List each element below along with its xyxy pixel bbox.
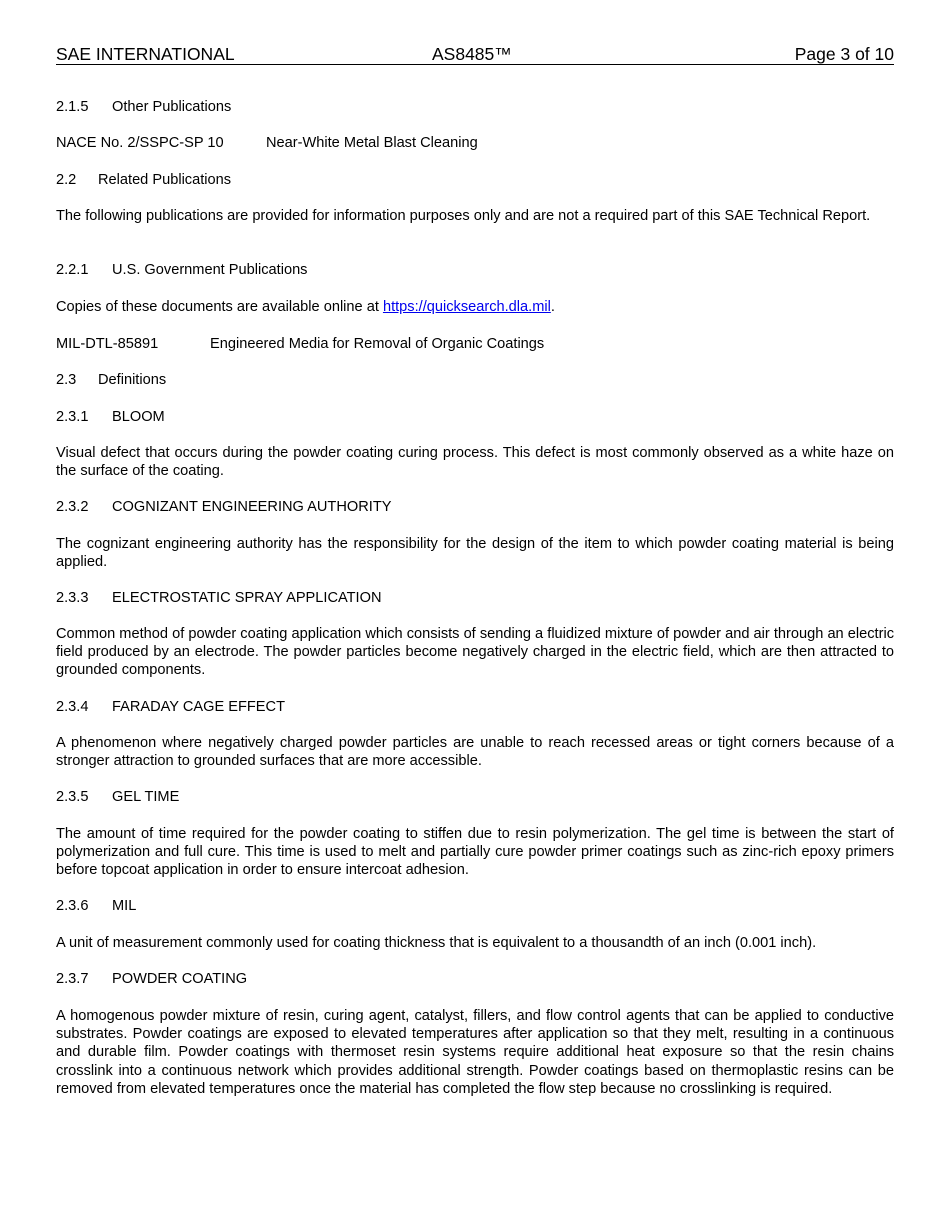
- section-number: 2.3.7: [56, 971, 89, 987]
- section-number: 2.1.5: [56, 99, 89, 115]
- paragraph-cognizant-engineering-authority: The cognizant engineering authority has the responsibility for the design of the item to which powder coating material is being applied.: [56, 536, 894, 571]
- section-number: 2.3.3: [56, 590, 89, 606]
- section-number: 2.3.5: [56, 789, 89, 805]
- quicksearch-link[interactable]: https://quicksearch.dla.mil: [382, 299, 551, 315]
- section-title: Related Publications: [98, 172, 232, 188]
- section-number: 2.2: [56, 172, 77, 188]
- reference-title: Near-White Metal Blast Cleaning: [266, 135, 478, 151]
- paragraph-mil: A unit of measurement commonly used for coating thickness that is equivalent to a thousandth of an inch (0.001 inch).: [56, 935, 817, 951]
- section-heading-2-3-5: [56, 788, 179, 806]
- section-title: GEL TIME: [112, 789, 180, 805]
- section-title: U.S. Government Publications: [112, 262, 308, 278]
- section-title: MIL: [112, 898, 137, 914]
- section-title: ELECTROSTATIC SPRAY APPLICATION: [112, 590, 382, 606]
- paragraph-bloom: Visual defect that occurs during the powder coating curing process. This defect is most commonly observed as a white haze on the surface of the coating.: [56, 445, 894, 480]
- section-heading-2-3-7: [56, 970, 247, 988]
- section-heading-2-3-1: [56, 408, 165, 426]
- header-org: SAE INTERNATIONAL: [56, 44, 235, 64]
- section-heading-2-2: [56, 171, 231, 189]
- page-header: [56, 44, 894, 65]
- reference-nace: [56, 134, 894, 152]
- paragraph-related-publications: The following publications are provided for information purposes only and are not a required part of this SAE Technical Report.: [56, 208, 871, 224]
- paragraph-powder-coating: A homogenous powder mixture of resin, curing agent, catalyst, fillers, and flow control agents that can be applied to conductive substrates. Powder coatings are exposed to elevated temperatures after application so that they melt, resulting in a continuous and durable film. Powder coatings with thermoset resin systems require additional heat exposure so that the resin chains crosslink into a continuous network which provides additional strength. Powder coatings based on thermoplastic resins can be removed from elevated temperatures once the material has completed the flow step because no crosslinking is required.: [56, 1008, 894, 1097]
- section-heading-2-3: [56, 371, 166, 389]
- header-page-number: Page 3 of 10: [794, 44, 894, 64]
- section-number: 2.3: [56, 372, 77, 388]
- paragraph-text: Copies of these documents are available online at: [56, 299, 383, 315]
- section-number: 2.3.1: [56, 409, 89, 425]
- section-heading-2-2-1: [56, 261, 307, 279]
- reference-code: MIL-DTL-85891: [56, 336, 159, 352]
- section-number: 2.3.2: [56, 499, 89, 515]
- reference-code: NACE No. 2/SSPC-SP 10: [56, 135, 224, 151]
- paragraph-gel-time: The amount of time required for the powder coating to stiffen due to resin polymerization. The gel time is between the start of polymerization and full cure. This time is used to melt and partially cure powder primer coatings such as zinc-rich epoxy primers before topcoat application in order to ensure intercoat adhesion.: [56, 826, 894, 879]
- section-title: Other Publications: [112, 99, 232, 115]
- section-title: Definitions: [98, 372, 167, 388]
- header-doc-id: AS8485™: [432, 44, 512, 64]
- paragraph-electrostatic-spray: Common method of powder coating application which consists of sending a fluidized mixture of powder and air through an electric field produced by an electrode. The powder particles become negatively charged in the electric field, which are then attracted to grounded components.: [56, 626, 894, 679]
- section-title: BLOOM: [112, 409, 165, 425]
- section-heading-2-3-6: [56, 897, 136, 915]
- reference-mil-dtl: [56, 335, 894, 353]
- section-number: 2.3.4: [56, 699, 89, 715]
- section-number: 2.3.6: [56, 898, 89, 914]
- paragraph-government-publications: [56, 298, 555, 316]
- section-number: 2.2.1: [56, 262, 89, 278]
- section-title: POWDER COATING: [112, 971, 248, 987]
- section-heading-2-1-5: [56, 98, 231, 116]
- section-heading-2-3-3: [56, 589, 382, 607]
- section-title: COGNIZANT ENGINEERING AUTHORITY: [112, 499, 392, 515]
- reference-title: Engineered Media for Removal of Organic Coatings: [210, 336, 545, 352]
- section-heading-2-3-2: [56, 498, 391, 516]
- paragraph-faraday-cage-effect: A phenomenon where negatively charged powder particles are unable to reach recessed areas or tight corners because of a stronger attraction to grounded surfaces that are more accessible.: [56, 735, 894, 770]
- paragraph-text-end: .: [550, 299, 555, 315]
- section-heading-2-3-4: [56, 698, 285, 716]
- section-title: FARADAY CAGE EFFECT: [112, 699, 285, 715]
